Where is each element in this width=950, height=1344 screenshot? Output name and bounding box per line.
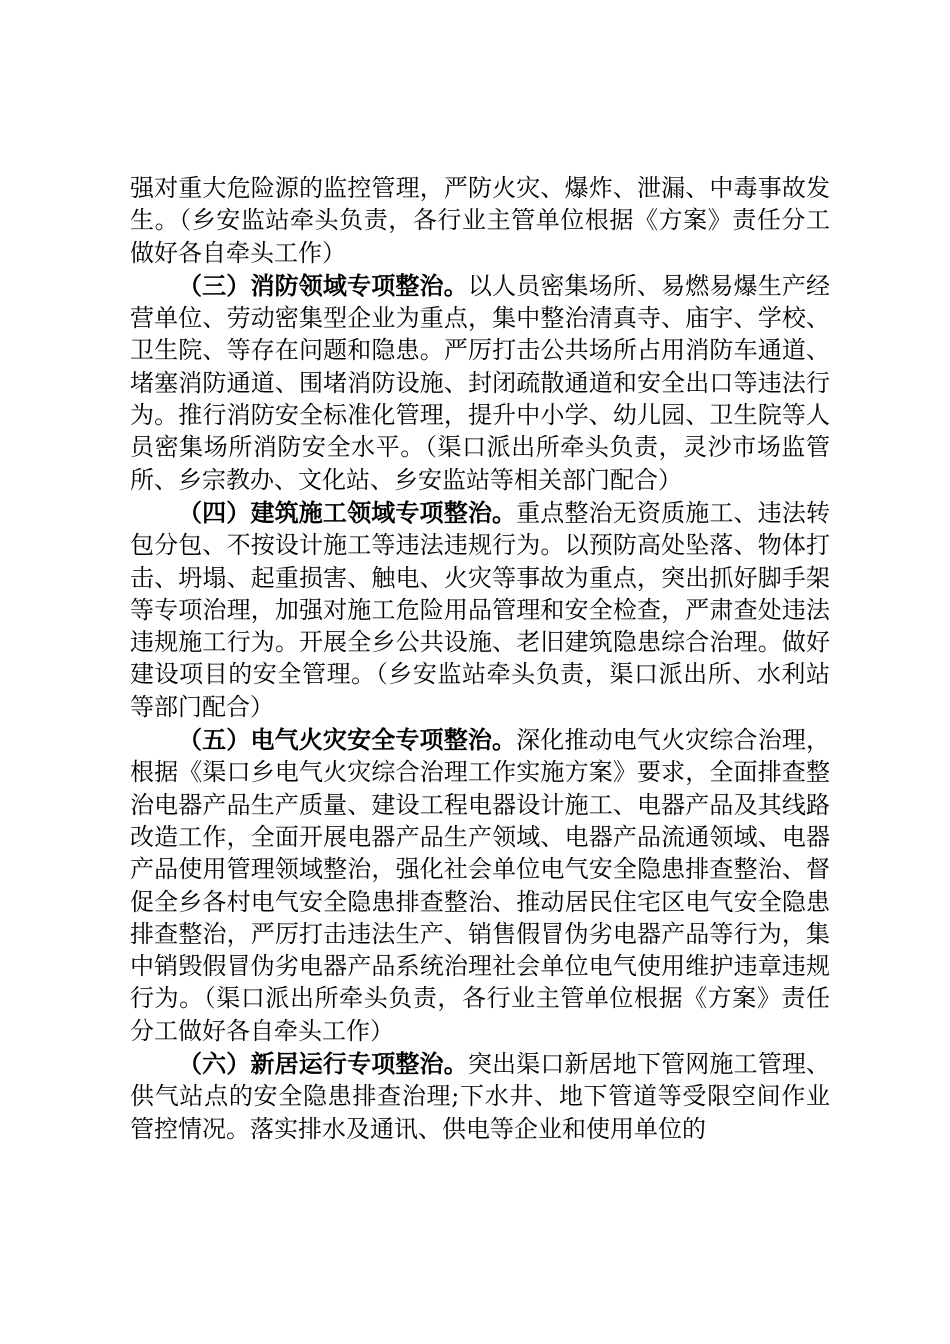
section-heading-new-residence: （六）新居运行专项整治。 [178,1050,468,1079]
paragraph-text: 以人员密集场所、易燃易爆生产经营单位、劳动密集型企业为重点，集中整治清真寺、庙宇、学校、卫生院、等存在问题和隐患。严厉打击公共场所占用消防车通道、堵塞消防通道、围堵消防设施、封闭疏散通道和安全出口等违法行为。推行消防安全标准化管理，提升中小学、幼儿园、卫生院等人员密集场所消防安全水平。（渠口派出所牵头负责，灵沙市场监管所、乡宗教办、文化站、乡安监站等相关部门配合） [130,271,831,494]
paragraph-fire-safety [130,270,830,496]
paragraph-electrical-fire [130,724,830,1047]
section-heading-fire-safety: （三）消防领域专项整治。 [178,271,468,300]
paragraph-text: 突出渠口新居地下管网施工管理、供气站点的安全隐患排查治理;下水井、地下管道等受限空间作业管控情况。落实排水及通讯、供电等企业和使用单位的 [130,1050,831,1143]
section-heading-electrical-fire: （五）电气火灾安全专项整治。 [178,726,517,755]
paragraph-text: 重点整治无资质施工、违法转包分包、不按设计施工等违法违规行为。以预防高处坠落、物体打击、坍塌、起重损害、触电、火灾等事故为重点，突出抓好脚手架等专项治理，加强对施工危险用品管理和安全检查，严肃查处违法违规施工行为。开展全乡公共设施、老旧建筑隐患综合治理。做好建设项目的安全管理。（乡安监站牵头负责，渠口派出所、水利站等部门配合） [130,498,831,721]
paragraph-continuation [130,172,830,269]
document-body [130,172,830,1146]
paragraph-new-residence [130,1048,830,1145]
section-heading-construction: （四）建筑施工领域专项整治。 [178,498,517,527]
paragraph-construction [130,497,830,723]
paragraph-text: 强对重大危险源的监控管理，严防火灾、爆炸、泄漏、中毒事故发生。（乡安监站牵头负责，各行业主管单位根据《方案》责任分工做好各自牵头工作） [130,174,830,267]
paragraph-text: 深化推动电气火灾综合治理，根据《渠口乡电气火灾综合治理工作实施方案》要求，全面排查整治电器产品生产质量、建设工程电器设计施工、电器产品及其线路改造工作，全面开展电器产品生产领域、电器产品流通领域、电器产品使用管理领域整治，强化社会单位电气安全隐患排查整治、督促全乡各村电气安全隐患排查整治、推动居民住宅区电气安全隐患排查整治，严厉打击违法生产、销售假冒伪劣电器产品等行为，集中销毁假冒伪劣电器产品系统治理社会单位电气使用维护违章违规行为。（渠口派出所牵头负责，各行业主管单位根据《方案》责任分工做好各自牵头工作） [130,726,831,1045]
